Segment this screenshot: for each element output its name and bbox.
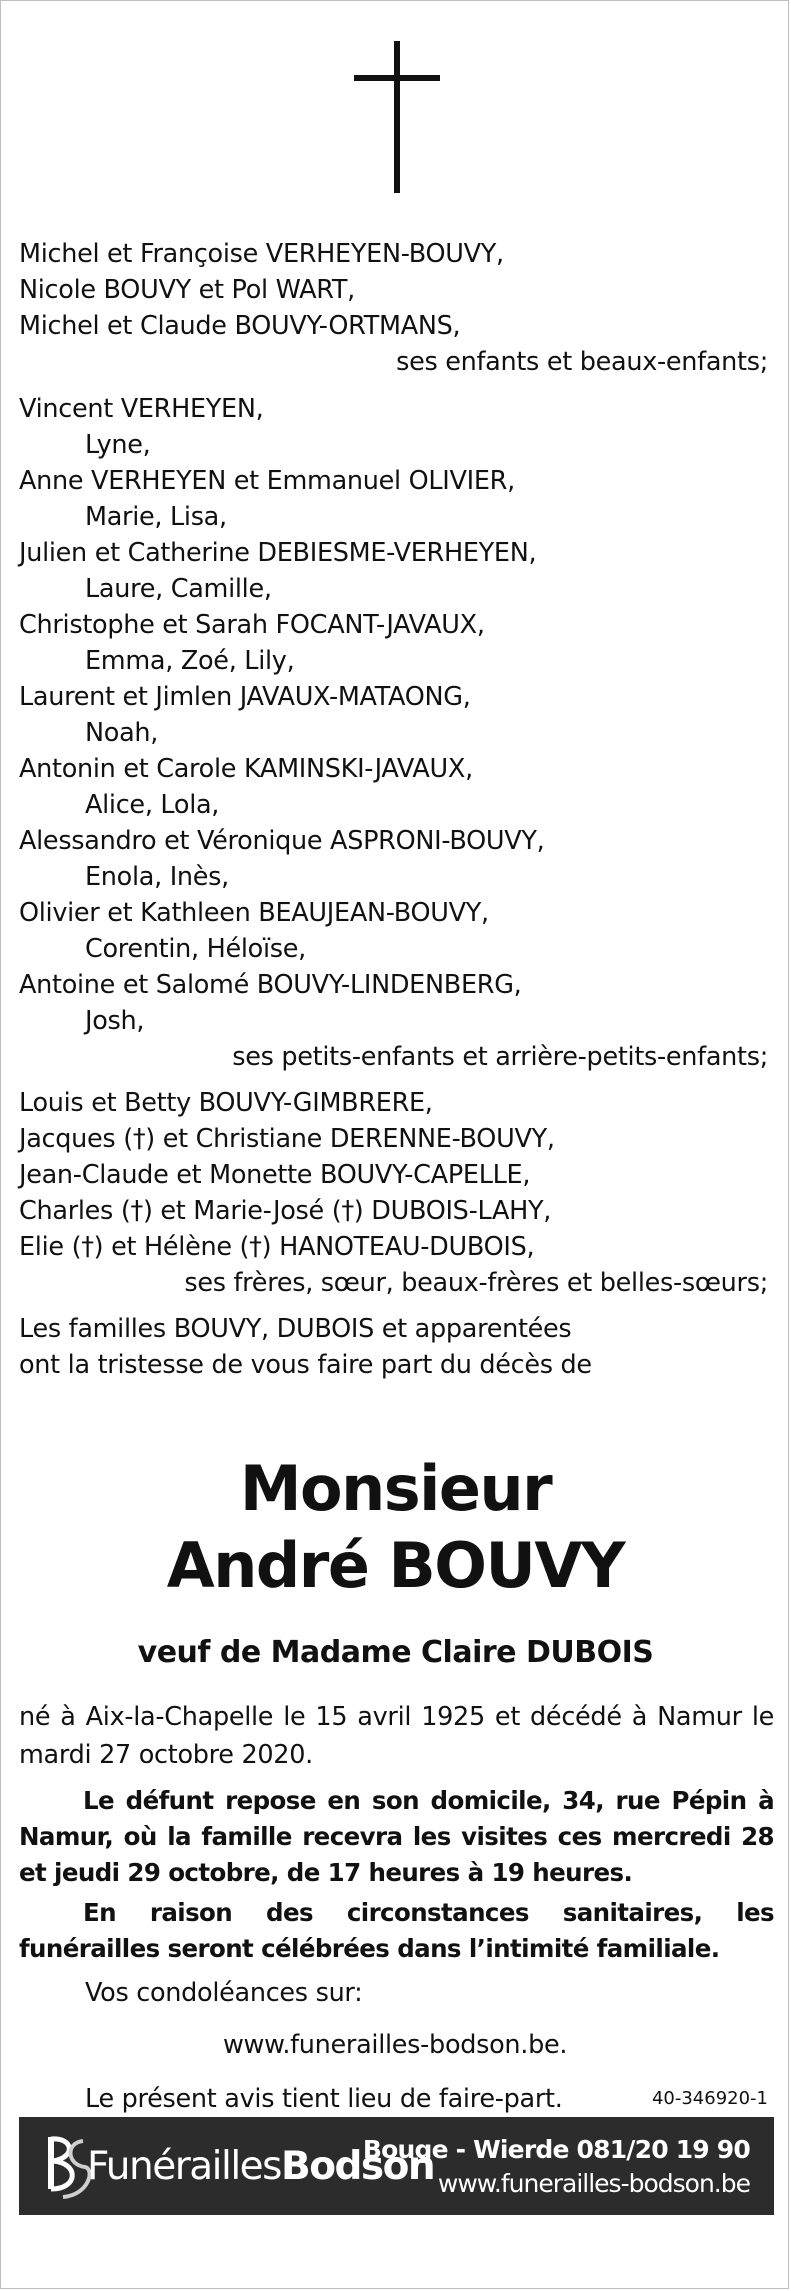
family-line: Antoine et Salomé BOUVY-LINDENBERG, xyxy=(19,970,522,1000)
notice-text: Le présent avis tient lieu de faire-part. xyxy=(85,2084,563,2114)
family-line: Jean-Claude et Monette BOUVY-CAPELLE, xyxy=(19,1160,531,1190)
footer-banner xyxy=(19,2117,774,2215)
family-line: Nicole BOUVY et Pol WART, xyxy=(19,275,355,305)
deceased-name: André BOUVY xyxy=(166,1529,625,1602)
family-caption: ses petits-enfants et arrière-petits-enfants; xyxy=(232,1042,768,1072)
family-line: Anne VERHEYEN et Emmanuel OLIVIER, xyxy=(19,466,515,496)
family-line: Alessandro et Véronique ASPRONI-BOUVY, xyxy=(19,826,545,856)
deceased-title: Monsieur xyxy=(239,1452,552,1525)
family-line: Laurent et Jimlen JAVAUX-MATAONG, xyxy=(19,682,471,712)
contact-phone: Bouge - Wierde 081/20 19 90 xyxy=(362,2135,750,2164)
brand-part-1: Funérailles xyxy=(87,2144,281,2189)
family-subline: Marie, Lisa, xyxy=(85,502,227,532)
condolences-label: Vos condoléances sur: xyxy=(85,1978,363,2008)
family-subline: Emma, Zoé, Lily, xyxy=(85,646,295,676)
family-subline: Alice, Lola, xyxy=(85,790,220,820)
family-subline: Josh, xyxy=(85,1006,145,1036)
family-line: Michel et Claude BOUVY-ORTMANS, xyxy=(19,311,461,341)
family-line: Michel et Françoise VERHEYEN-BOUVY, xyxy=(19,239,504,269)
family-subline: Enola, Inès, xyxy=(85,862,229,892)
condolences-url[interactable]: www.funerailles-bodson.be. xyxy=(223,2030,568,2060)
contact-website[interactable]: www.funerailles-bodson.be xyxy=(437,2169,750,2198)
announce-line: ont la tristesse de vous faire part du décès de xyxy=(19,1350,592,1380)
family-line: Jacques (†) et Christiane DERENNE-BOUVY, xyxy=(19,1124,555,1154)
family-caption: ses enfants et beaux-enfants; xyxy=(396,347,768,377)
family-line: Julien et Catherine DEBIESME-VERHEYEN, xyxy=(19,538,537,568)
family-subline: Lyne, xyxy=(85,430,151,460)
widower-line: veuf de Madame Claire DUBOIS xyxy=(137,1635,654,1670)
family-subline: Noah, xyxy=(85,718,159,748)
funeral-text: En raison des circonstances sanitaires, les funérailles seront célébrées dans l’intimité familiale. xyxy=(19,1898,774,1963)
birth-death-text: né à Aix-la-Chapelle le 15 avril 1925 et décédé à Namur le mardi 27 octobre 2020. xyxy=(19,1702,774,1770)
visitation-text: Le défunt repose en son domicile, 34, rue Pépin à Namur, où la famille recevra les visites ces mercredi 28 et jeudi 29 octobre, de 17 heures à 19 heures. xyxy=(19,1786,774,1887)
family-subline: Corentin, Héloïse, xyxy=(85,934,306,964)
reference-number: 40-346920-1 xyxy=(651,2088,768,2109)
brand-part-2: Bodson xyxy=(280,2144,435,2189)
family-caption: ses frères, sœur, beaux-frères et belles-sœurs; xyxy=(184,1268,768,1298)
family-line: Olivier et Kathleen BEAUJEAN-BOUVY, xyxy=(19,898,489,928)
families-line: Les familles BOUVY, DUBOIS et apparentées xyxy=(19,1314,572,1344)
family-line: Elie (†) et Hélène (†) HANOTEAU-DUBOIS, xyxy=(19,1232,535,1262)
family-line: Antonin et Carole KAMINSKI-JAVAUX, xyxy=(19,754,473,784)
cross-icon xyxy=(354,41,440,193)
family-line: Charles (†) et Marie-José (†) DUBOIS-LAHY, xyxy=(19,1196,552,1226)
family-line: Christophe et Sarah FOCANT-JAVAUX, xyxy=(19,610,485,640)
family-line: Vincent VERHEYEN, xyxy=(19,394,264,424)
family-line: Louis et Betty BOUVY-GIMBRERE, xyxy=(19,1088,433,1118)
family-subline: Laure, Camille, xyxy=(85,574,272,604)
